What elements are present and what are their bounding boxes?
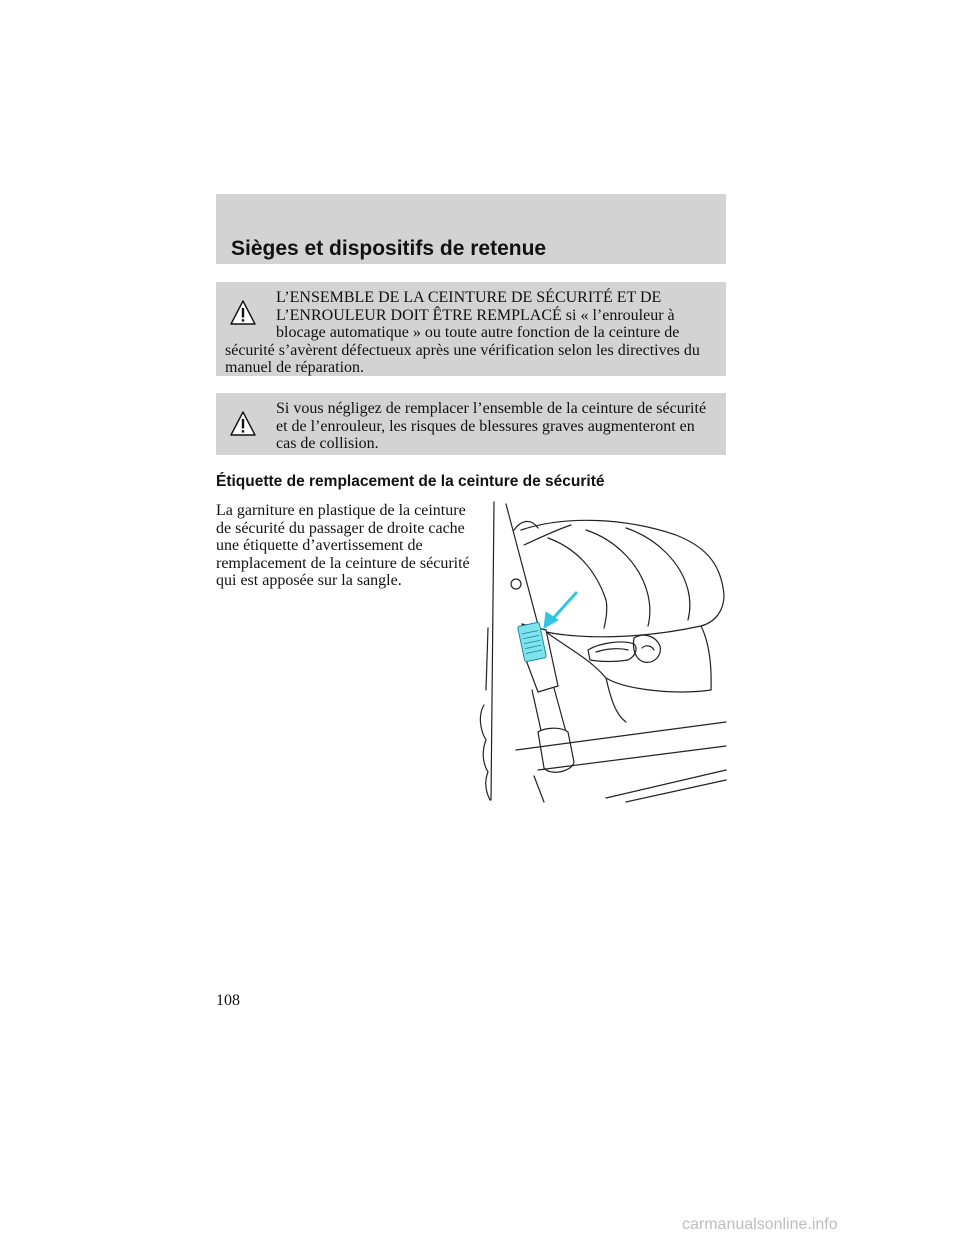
page-number: 108 (216, 992, 240, 1009)
section-title: Sièges et dispositifs de retenue (231, 237, 547, 260)
warning-box (216, 393, 726, 455)
section-heading: Étiquette de remplacement de la ceinture de sécurité (216, 473, 605, 490)
pointer-arrow-icon (544, 593, 576, 628)
seatbelt-illustration (476, 500, 728, 805)
warning-text: Si vous négligez de remplacer l’ensemble de la ceinture de sécurité et de l’enrouleur, les risques de blessures graves augmenteront en cas de collision. (276, 400, 707, 453)
warning-triangle-icon (230, 411, 256, 437)
warning-box (216, 282, 726, 376)
section-body: La garniture en plastique de la ceinture de sécurité du passager de droite cache une étiquette d’avertissement de remplacement de la ceinture de sécurité qui est apposée sur la sangle. (216, 502, 470, 590)
watermark: carmanualsonline.info (682, 1216, 838, 1233)
warning-triangle-icon (230, 300, 256, 326)
warning-text: L’ENSEMBLE DE LA CEINTURE DE SÉCURITÉ ET DE L’ENROULEUR DOIT ÊTRE REMPLACÉ si « l’enrouleur à blocage automatique » ou toute autre fonction de la ceinture de sécurité s’avèrent défectueux après une vérification selon les directives du manuel de réparation. (225, 289, 700, 377)
